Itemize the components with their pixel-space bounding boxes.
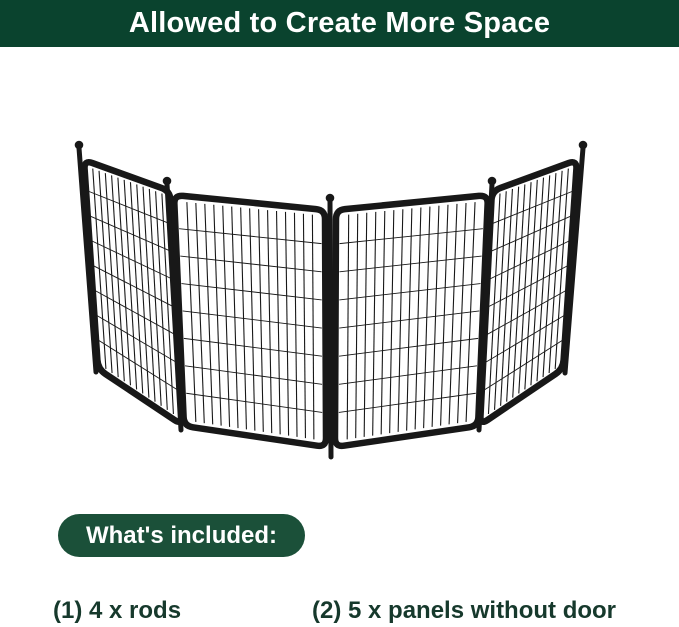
included-items-row [0,596,679,627]
whats-included-badge [58,514,305,557]
included-item-rods: (1) 4 x rods [53,597,182,624]
banner-title: Allowed to Create More Space [128,7,551,39]
whats-included-label: What's included: [85,521,278,549]
included-item-panels: (2) 5 x panels without door [312,597,617,624]
header-banner [0,0,679,47]
